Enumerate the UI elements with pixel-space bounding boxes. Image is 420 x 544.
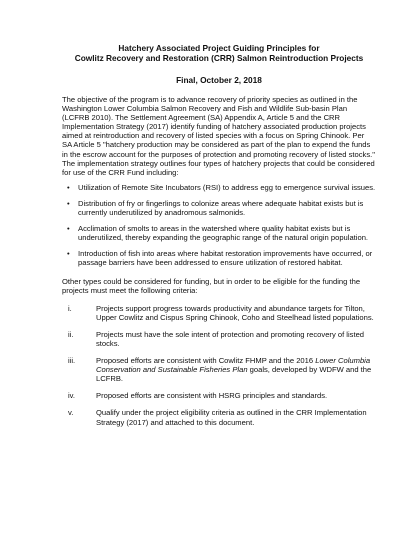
criteria-number: iii.: [68, 356, 76, 366]
document-date: Final, October 2, 2018: [176, 75, 262, 85]
criteria-text-after: goals, developed by WDFW and the LCFRB.: [96, 365, 372, 384]
criteria-number: ii.: [68, 329, 74, 339]
list-item: [62, 408, 376, 426]
list-item: [62, 183, 376, 192]
criteria-text: [96, 356, 371, 383]
criteria-text-before: Proposed efforts are consistent with Cowlitz FHMP and the 2016: [96, 356, 316, 366]
bullet-text: Acclimation of smolts to areas in the watershed where quality habitat exists but is underutilized, thereby expanding the geographic range of the natural origin population.: [78, 224, 369, 243]
criteria-text: Projects support progress towards productivity and abundance targets for Tilton, Upper Cowlitz and Cispus Spring Chinook, Coho and Steelhead listed populations.: [96, 303, 374, 322]
document-title: [62, 43, 376, 63]
title-line-2: Cowlitz Recovery and Restoration (CRR) Salmon Reintroduction Projects: [74, 53, 364, 63]
criteria-number: v.: [68, 408, 74, 418]
bullet-text: Distribution of fry or fingerlings to colonize areas where adequate habitat exists but is currently underutilized by anadromous salmonids.: [78, 198, 364, 218]
criteria-list: [62, 304, 376, 427]
list-item: [62, 304, 376, 322]
criteria-number: i.: [68, 303, 72, 313]
criteria-text: Projects must have the sole intent of protection and promoting recovery of listed stocks.: [96, 329, 365, 348]
criteria-intro-paragraph: Other types could be considered for funding, but in order to be eligible for the funding the projects must meet the following criteria:: [62, 276, 361, 295]
bullet-icon: •: [67, 224, 70, 234]
bullet-icon: •: [67, 198, 70, 208]
criteria-text: Qualify under the project eligibility criteria as outlined in the CRR Implementation Strategy (2017) and attached to this document.: [96, 408, 367, 427]
list-item: [62, 391, 376, 400]
intro-paragraph: The objective of the program is to advance recovery of priority species as outlined in the Washington Lower Columbia Salmon Recovery and Fish and Wildlife Sub-basin Plan (LCFRB 2010). The Settlement Agreement (SA) Appendix A, Article 5 and the CRR Implementation Strategy (2017) identify funding of hatchery associated production projects aimed at reintroduction and recovery of listed species with a focus on Spring Chinook. Per SA Article 5 "hatchery production may be considered as part of the plan to expend the funds in the escrow account for the purposes of protection and promoting recovery of listed stocks." The implementation strategy outlines four types of hatchery projects that could be considered for use of the CRR Fund including:: [62, 95, 375, 177]
title-line-1: Hatchery Associated Project Guiding Principles for: [118, 43, 320, 53]
bullet-icon: •: [67, 182, 70, 192]
criteria-number: iv.: [68, 391, 76, 401]
bullet-icon: •: [67, 249, 70, 259]
list-item: [62, 199, 376, 217]
bullet-text: Utilization of Remote Site Incubators (RSI) to address egg to emergence survival issues.: [78, 182, 376, 192]
list-item: [62, 224, 376, 242]
list-item: [62, 356, 376, 383]
project-types-list: [62, 183, 376, 268]
criteria-text: Proposed efforts are consistent with HSRG principles and standards.: [96, 391, 328, 401]
list-item: [62, 330, 376, 348]
bullet-text: Introduction of fish into areas where habitat restoration improvements have occurred, or passage barriers have been addressed to ensure utilization of restored habitat.: [78, 249, 373, 268]
list-item: [62, 249, 376, 267]
plan-title-italic: Lower Columbia Conservation and Sustainable Fisheries Plan: [96, 356, 371, 375]
